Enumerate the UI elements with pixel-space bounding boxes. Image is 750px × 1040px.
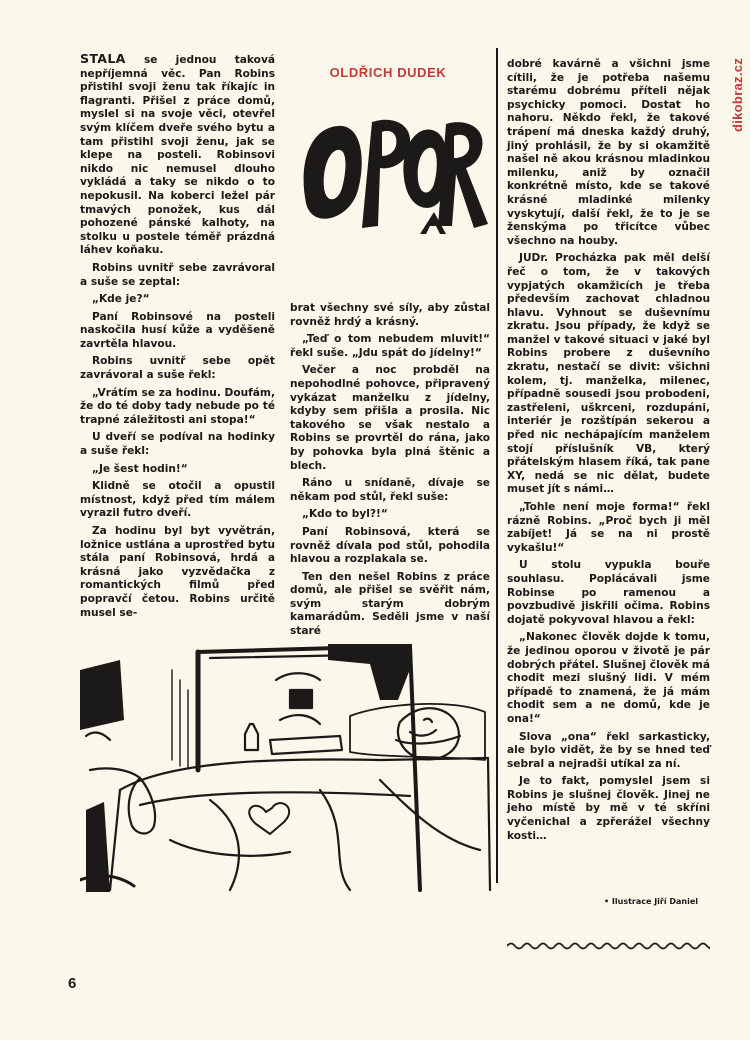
paragraph: Večer a noc probděl na nepohodlné pohovce, připravený vykázat manželku z jídelny, kdyby sem přišla a prosila. Nic takového se však nestalo a Robins se provrtěl do rána, jako by pohovka byla plná štěnic a blech. [290, 364, 490, 472]
author-name: OLDŘICH DUDEK [329, 65, 447, 80]
paragraph: Robins uvnitř sebe zavrávoral a suše se zeptal: [80, 261, 275, 288]
illustration-credit: • Ilustrace Jiří Daniel [604, 897, 699, 906]
paragraph: U dveří se podíval na hodinky a suše řekl: [80, 431, 275, 458]
column-divider [496, 48, 498, 883]
paragraph: Ten den nešel Robins z práce domů, ale přišel se svěřit nám, svým starým dobrým kamarádům. Seděli jsme v naší staré [290, 570, 490, 638]
watermark: dikobraz.cz [730, 57, 745, 132]
paragraph: „Teď o tom nebudem mluvit!“ řekl suše. „Jdu spát do jídelny!“ [290, 333, 490, 359]
cartoon-illustration [80, 640, 495, 895]
paragraph: „Tohle není moje forma!“ řekl rázně Robins. „Proč bych ji měl zabíjet! Já se na ni prostě vykašlu!“ [507, 501, 710, 554]
wavy-divider [507, 940, 710, 952]
page-number: 6 [68, 975, 77, 992]
paragraph: U stolu vypukla bouře souhlasu. Poplácávali jsme Robinse po ramenou a povzbudivě jiskřili očima. Robins dojatě pokyvoval hlavou a řekl: [507, 559, 710, 626]
paragraph: „Je šest hodin!“ [92, 462, 188, 475]
paragraph-text: se jednou taková nepříjemná věc. Pan Robins přistihl svoji ženu tak říkajíc in flagranti. Přišel z práce domů, myslel si na svoje věci, otevřel svým klíčem dveře svého bytu a tam přistihl svoji ženu, jak se klepe na posteli. Robinsovi nikdo nic nemusel dlouho vykládá a taky se nikdo o to nepokusil. Na koberci ležel pár tmavých ponožek, kus dál pohozené pánské kalhoty, na stolku u postele téměř prázdná láhev koňaku. [80, 54, 275, 257]
paragraph: Paní Robinsová, která se rovněž dívala pod stůl, pohodila hlavou a rozplakala se. [290, 525, 490, 566]
paragraph: „Vrátím se za hodinu. Doufám, že do té doby tady nebude po té trapné záležitosti ani stopa!“ [80, 386, 275, 426]
lead-word: STALA [80, 51, 126, 66]
paragraph: brat všechny své síly, aby zůstal rovněž hrdý a krásný. [290, 302, 490, 328]
paragraph: Je to fakt, pomyslel jsem si Robins je slušnej člověk. Jinej ne jeho místě by mě v té skříni vyčenichal a zpřerážel všechny kosti… [507, 775, 710, 842]
text-column-1 [80, 52, 275, 624]
paragraph: Klidně se otočil a opustil místnost, když před tím málem vyrazil futro dveří. [80, 480, 275, 520]
paragraph: „Kde je?“ [92, 293, 150, 306]
paragraph: Ráno u snídaně, dívaje se někam pod stůl, řekl suše: [290, 477, 490, 503]
text-column-2 [290, 302, 490, 643]
paragraph [80, 52, 275, 258]
paragraph: Robins uvnitř sebe opět zavrávoral a suše řekl: [80, 355, 275, 382]
paragraph: Za hodinu byl byt vyvětrán, ložnice ustlána a uprostřed bytu stála paní Robinsová, hrdá a krásná jako vyzvědačka z romantických filmů před popravčí četou. Robins určitě musel se- [80, 525, 275, 619]
paragraph: dobré kavárně a všichni jsme cítili, že je potřeba našemu starému dobrému příteli nějak psychicky pomoci. Dostat ho nahoru. Někdo řekl, že takové trápení má dneska každý druhý, jiný prohlásil, že by si okamžitě našel ně akou krásnou mladinkou milenku, aniž by označil konkrétně místo, kde se takové krásné mladinké milenky vyskytují, další řekl, že to je se ženskýma po třicítce vůbec všechno na houby. [507, 58, 710, 247]
paragraph: „Nakonec člověk dojde k tomu, že jedinou oporou v životě je pár dobrých přátel. Slušnej člověk má chodit mezi slušný lidi. V mém případě to znamená, že já mám chodit sem a ne domů, kde je ona!“ [507, 631, 710, 725]
paragraph: „Kdo to byl?!“ [302, 508, 388, 521]
paragraph: Slova „ona“ řekl sarkasticky, ale bylo vidět, že by se hned teď sebral a nejradši utíkal za ní. [507, 730, 710, 770]
paragraph: Paní Robinsové na posteli naskočila husí kůže a vyděšeně zavrtěla hlavou. [80, 310, 275, 350]
paragraph: JUDr. Procházka pak měl delší řeč o tom, že v takových vypjatých okamžicích je třeba především zachovat chladnou hlavu. Vyhnout se duševnímu zkratu. Jsou případy, že když se manžel v takové situaci v jaké byl Robins probere z duševního zkratu, nestačí se divit: všichni kolem, tj. manželka, milenec, případně sousedi jsou probodeni, zastřeleni, uškrceni, rozdupáni, interiér je rozštípán sekerou a před nic nechápajícím manželem stojí příslušník VB, který přátelským hlasem říká, tak pane XY, nedá se nic dělat, budete muset jít s námi… [507, 252, 710, 496]
title-logo [300, 108, 490, 238]
text-column-3 [507, 58, 710, 847]
